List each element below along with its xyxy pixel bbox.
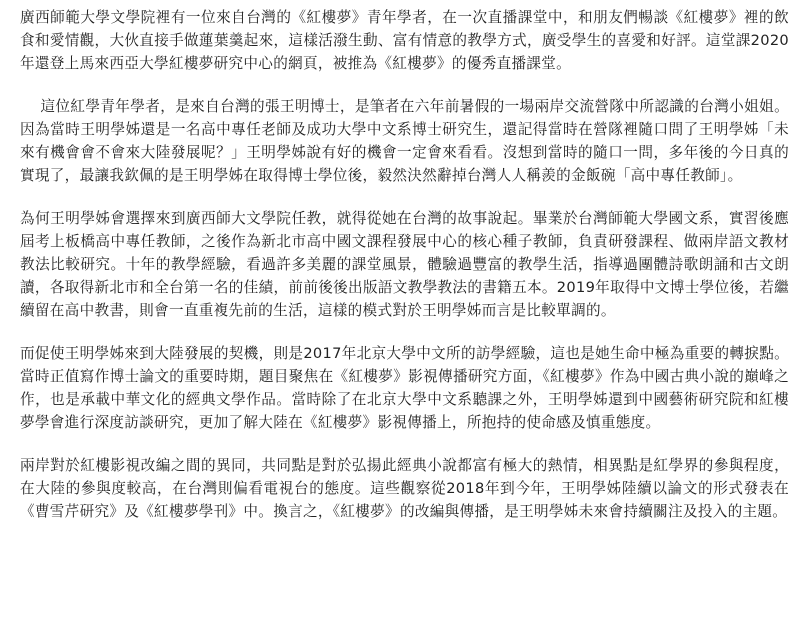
paragraph-2: 這位紅學青年學者，是來自台灣的張王明博士，是筆者在六年前暑假的一場兩岸交流營隊中所認識的台灣小姐姐。因為當時王明學姊還是一名高中專任老師及成功大學中文系博士研究生，還記得當時在營隊裡隨口問了王明學姊「未來有機會會不會來大陸發展呢？」王明學姊說有好的機會一定會來看看。沒想到當時的隨口一問，多年後的今日真的實現了，最讓我欽佩的是王明學姊在取得博士學位後，毅然決然辭掉台灣人人稱羨的金飯碗「高中專任教師」。 [20, 98, 789, 184]
paragraph-1: 廣西師範大學文學院裡有一位來自台灣的《紅樓夢》青年學者，在一次直播課堂中，和朋友們暢談《紅樓夢》裡的飲食和愛情觀，大伙直接手做蓮葉羹起來，這樣活潑生動、富有情意的教學方式，廣受學生的喜愛和好評。這堂課2020年還登上馬來西亞大學紅樓夢研究中心的網頁，被推為《紅樓夢》的優秀直播課堂。 [20, 9, 789, 72]
paragraph-5: 兩岸對於紅樓影視改編之間的異同，共同點是對於弘揚此經典小說都富有極大的熱情，相異點是紅學界的參與程度，在大陸的參與度較高，在台灣則偏看電視台的態度。這些觀察從2018年到今年，王明學姊陸續以論文的形式發表在《曹雪芹研究》及《紅樓夢學刊》中。換言之，《紅樓夢》的改編與傳播，是王明學姊未來會持續關注及投入的主題。 [20, 457, 789, 520]
paragraph-4: 而促使王明學姊來到大陸發展的契機，則是2017年北京大學中文所的訪學經驗，這也是她生命中極為重要的轉捩點。當時正值寫作博士論文的重要時期，題目聚焦在《紅樓夢》影視傳播研究方面，《紅樓夢》作為中國古典小說的巔峰之作，也是承載中華文化的經典文學作品。當時除了在北京大學中文系聽課之外，王明學姊還到中國藝術研究院和紅樓夢學會進行深度訪談研究，更加了解大陸在《紅樓夢》影視傳播上，所抱持的使命感及慎重態度。 [20, 345, 789, 431]
paragraph-3: 為何王明學姊會選擇來到廣西師大文學院任教，就得從她在台灣的故事說起。畢業於台灣師範大學國文系，實習後應屆考上板橋高中專任教師，之後作為新北市高中國文課程發展中心的核心種子教師，負責研發課程、做兩岸語文教材教法比較研究。十年的教學經驗，看過許多美麗的課堂風景，體驗過豐富的教學生活，指導過團體詩歌朗誦和古文朗讀，各取得新北市和全台第一名的佳績，前前後後出版語文教學教法的書籍五本。2019年取得中文博士學位後，若繼續留在高中教書，則會一直重複先前的生活，這樣的模式對於王明學姊而言是比較單調的。 [20, 210, 789, 319]
